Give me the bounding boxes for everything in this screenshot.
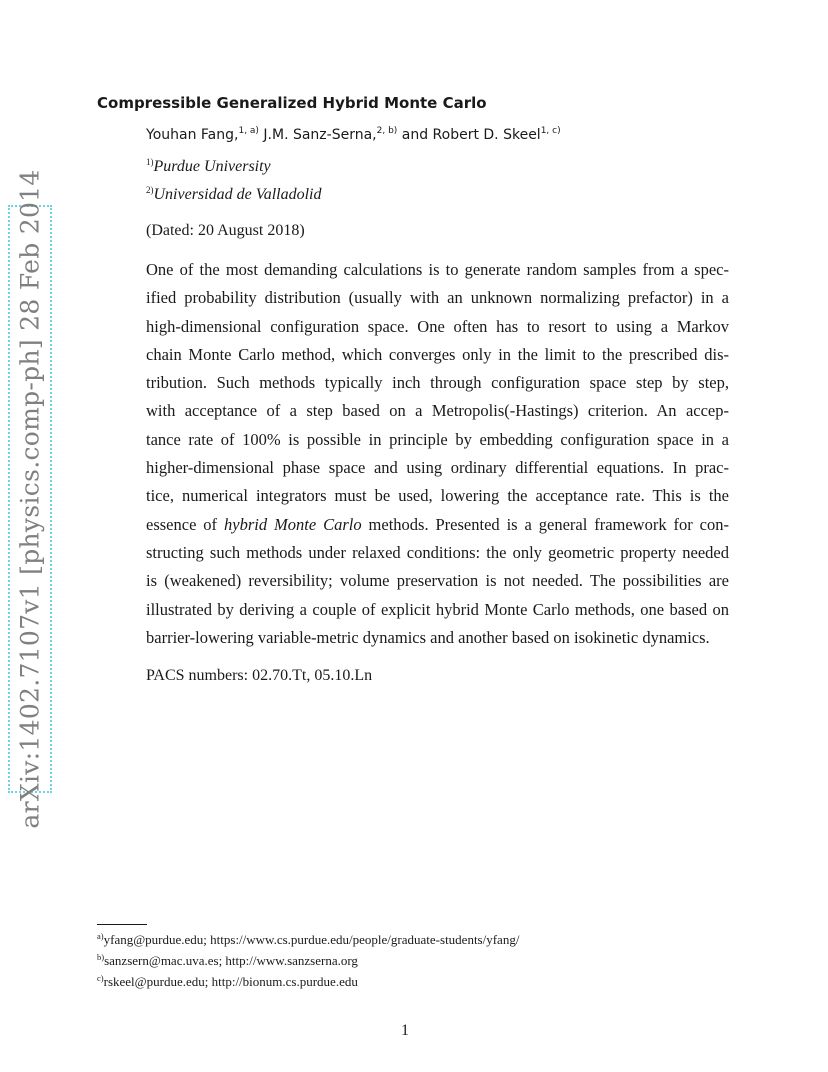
abstract-emphasis: hybrid Monte Carlo	[224, 514, 362, 534]
affiliation-mark: 2)	[146, 185, 154, 195]
author-mark: 1, c)	[540, 126, 561, 136]
abstract-line: tice, numerical integrators must be used, lowering the acceptance rate. This is the	[146, 486, 729, 506]
affiliation-name: Universidad de Valladolid	[153, 186, 322, 203]
pacs-numbers: PACS numbers: 02.70.Tt, 05.10.Ln	[146, 667, 373, 684]
footnote-text: rskeel@purdue.edu; http://bionum.cs.purdue.edu	[103, 974, 358, 989]
abstract-line	[146, 511, 729, 539]
footnote-text: yfang@purdue.edu; https://www.cs.purdue.edu/people/graduate-students/yfang/	[103, 932, 520, 947]
abstract-line: higher-dimensional phase space and using ordinary differential equations. In prac-	[146, 458, 729, 478]
footnote	[97, 932, 519, 948]
abstract-line: structing such methods under relaxed conditions: the only geometric property needed	[146, 542, 729, 562]
author-name: J.M. Sanz-Serna,	[263, 127, 377, 143]
abstract-text: methods. Presented is a general framework for con-	[368, 514, 730, 534]
footnote-rule	[97, 924, 147, 925]
abstract-line: barrier-lowering variable-metric dynamics and another based on isokinetic dynamics.	[146, 627, 710, 647]
abstract-line: is (weakened) reversibility; volume preservation is not needed. The possibilities are	[146, 571, 729, 591]
footnote	[97, 953, 358, 969]
abstract-line: chain Monte Carlo method, which converges only in the limit to the prescribed dis-	[146, 344, 729, 364]
affiliation	[146, 158, 271, 176]
abstract-line: high-dimensional configuration space. One often has to resort to using a Markov	[146, 316, 729, 336]
abstract	[146, 256, 729, 652]
abstract-text: essence of	[146, 514, 218, 534]
footnote-text: sanzsern@mac.uva.es; http://www.sanzserna.org	[104, 953, 358, 968]
arxiv-identifier: arXiv:1402.7107v1 [physics.comp-ph] 28 Feb 2014	[15, 169, 45, 829]
footnote	[97, 974, 358, 990]
abstract-line: ified probability distribution (usually with an unknown normalizing prefactor) in a	[146, 288, 729, 308]
page-number: 1	[401, 1022, 409, 1039]
footnote-mark: c)	[97, 973, 104, 983]
author-mark: 2, b)	[376, 126, 398, 136]
arxiv-stamp	[8, 169, 52, 829]
footnote-mark: b)	[97, 952, 105, 962]
footnote-mark: a)	[97, 931, 104, 941]
author-mark: 1, a)	[238, 126, 259, 136]
abstract-line: tance rate of 100% is possible in principle by embedding configuration space in a	[146, 429, 729, 449]
affiliation-mark: 1)	[146, 157, 154, 167]
abstract-line: One of the most demanding calculations is to generate random samples from a spec-	[146, 260, 729, 279]
date-line: (Dated: 20 August 2018)	[146, 222, 305, 239]
abstract-line: with acceptance of a step based on a Metropolis(-Hastings) criterion. An accep-	[146, 401, 729, 421]
affiliation-name: Purdue University	[153, 158, 271, 175]
author-conjunction: and	[401, 127, 429, 143]
abstract-line: tribution. Such methods typically inch through configuration space step by step,	[146, 373, 729, 393]
author-list	[146, 127, 561, 143]
author-name: Youhan Fang,	[146, 127, 239, 143]
affiliation	[146, 186, 321, 204]
author-name: Robert D. Skeel	[432, 127, 541, 143]
abstract-line: illustrated by deriving a couple of explicit hybrid Monte Carlo methods, one based on	[146, 599, 729, 619]
paper-title: Compressible Generalized Hybrid Monte Carlo	[97, 94, 487, 112]
